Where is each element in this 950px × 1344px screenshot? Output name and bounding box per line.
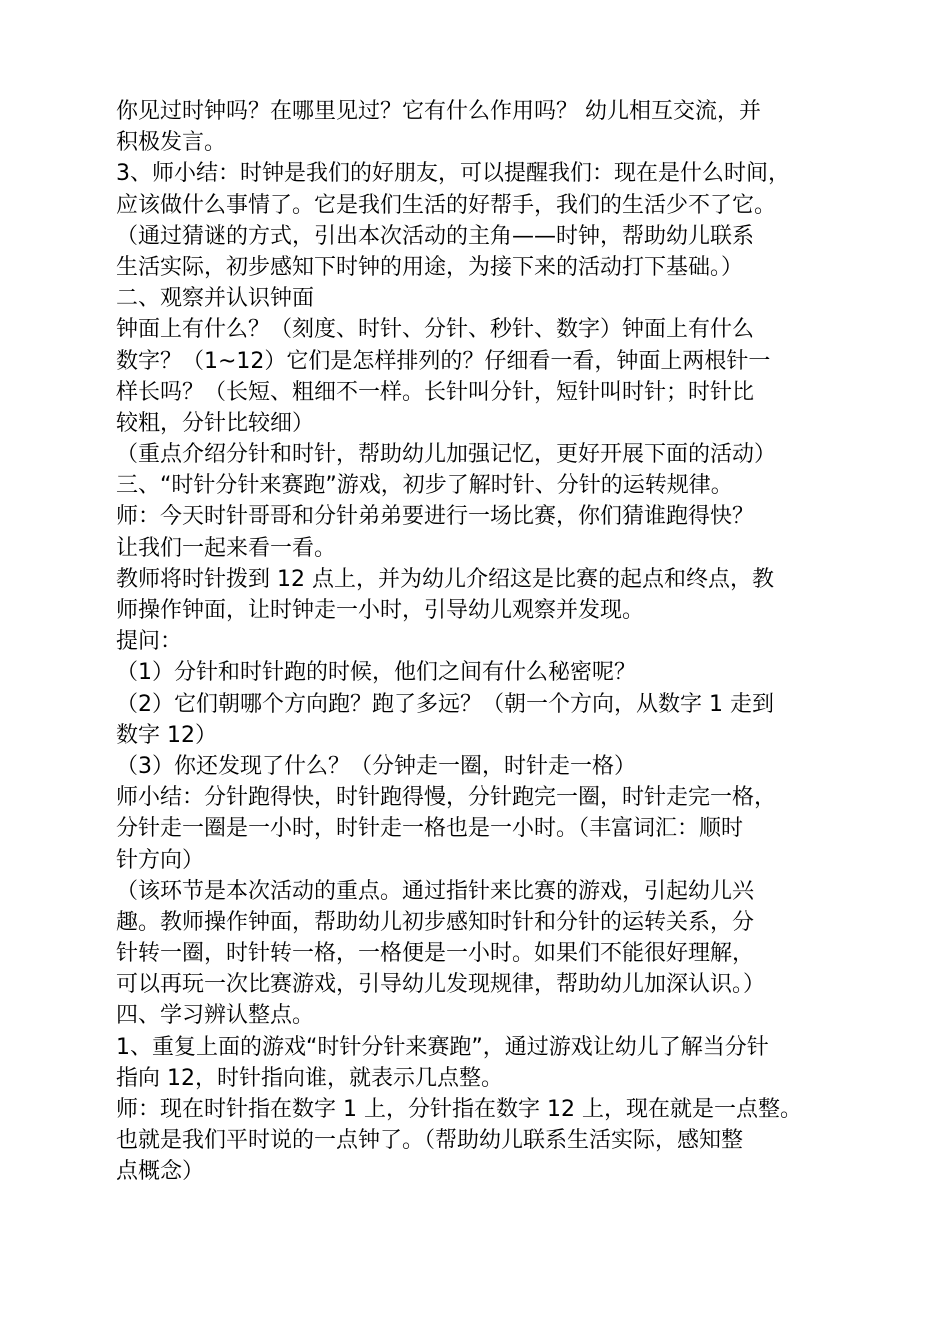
text-line: 你见过时钟吗？在哪里见过？它有什么作用吗？ 幼儿相互交流，并 [116,99,761,124]
text-line: 数字 12） [116,722,217,748]
text-line: （1）分针和时针跑的时候，他们之间有什么秘密呢？ [116,660,636,686]
text-line: （2）它们朝哪个方向跑？跑了多远？（朝一个方向，从数字 1 走到 [116,691,774,717]
text-line: 应该做什么事情了。它是我们生活的好帮手，我们的生活少不了它。 [116,192,777,218]
text-line: 师：现在时针指在数字 1 上，分针指在数字 12 上，现在就是一点整。 [116,1097,802,1122]
text-line: 3、师小结：时钟是我们的好朋友，可以提醒我们：现在是什么时间， [116,161,790,187]
text-line: 师小结：分针跑得快，时针跑得慢，分针跑完一圈，时针走完一格， [116,785,777,811]
text-line: 指向 12，时针指向谁，就表示几点整。 [116,1065,503,1091]
text-line: 积极发言。 [116,130,227,156]
text-line: 教师将时针拨到 12 点上，并为幼儿介绍这是比赛的起点和终点，教 [116,566,774,592]
text-line: 让我们一起来看一看。 [116,535,337,561]
text-line: （该环节是本次活动的重点。通过指针来比赛的游戏，引起幼儿兴 [116,878,755,904]
text-line: 针转一圈，时针转一格，一格便是一小时。如果们不能很好理解， [116,941,755,967]
text-line: 师：今天时针哥哥和分针弟弟要进行一场比赛，你们猜谁跑得快？ [116,504,755,530]
text-line: 二、观察并认识钟面 [116,286,315,312]
text-line: 趣。教师操作钟面，帮助幼儿初步感知时针和分针的运转关系，分 [116,909,755,935]
document-body [116,96,856,1188]
text-line: 师操作钟面，让时钟走一小时，引导幼儿观察并发现。 [116,598,645,623]
text-line: 分针走一圈是一小时，时针走一格也是一小时。（丰富词汇：顺时 [116,816,744,842]
text-line: 四、学习辨认整点。 [116,1003,315,1029]
text-line: （通过猜谜的方式，引出本次活动的主角——时钟，帮助幼儿联系 [116,223,755,249]
text-line: （重点介绍分针和时针，帮助幼儿加强记忆，更好开展下面的活动） [116,442,777,468]
text-line: 数字？（1~12）它们是怎样排列的？仔细看一看，钟面上两根针一 [116,348,771,374]
text-line: 样长吗？（长短、粗细不一样。长针叫分针，短针叫时针；时针比 [116,379,755,405]
text-line: 钟面上有什么？（刻度、时针、分针、秒针、数字）钟面上有什么 [116,317,755,343]
text-line: 也就是我们平时说的一点钟了。（帮助幼儿联系生活实际，感知整 [116,1128,744,1154]
text-line: 三、“时针分针来赛跑”游戏，初步了解时针、分针的运转规律。 [116,473,733,499]
text-line: 可以再玩一次比赛游戏，引导幼儿发现规律，帮助幼儿加深认识。） [116,972,766,998]
text-line: 提问： [116,629,183,655]
text-line: （3）你还发现了什么？（分钟走一圈，时针走一格） [116,753,636,779]
text-line: 1、重复上面的游戏“时针分针来赛跑”，通过游戏让幼儿了解当分针 [116,1034,769,1060]
text-line: 较粗，分针比较细） [116,410,315,436]
text-line: 点概念） [116,1159,205,1185]
text-line: 针方向） [116,847,205,873]
text-line: 生活实际，初步感知下时钟的用途，为接下来的活动打下基础。） [116,254,744,280]
